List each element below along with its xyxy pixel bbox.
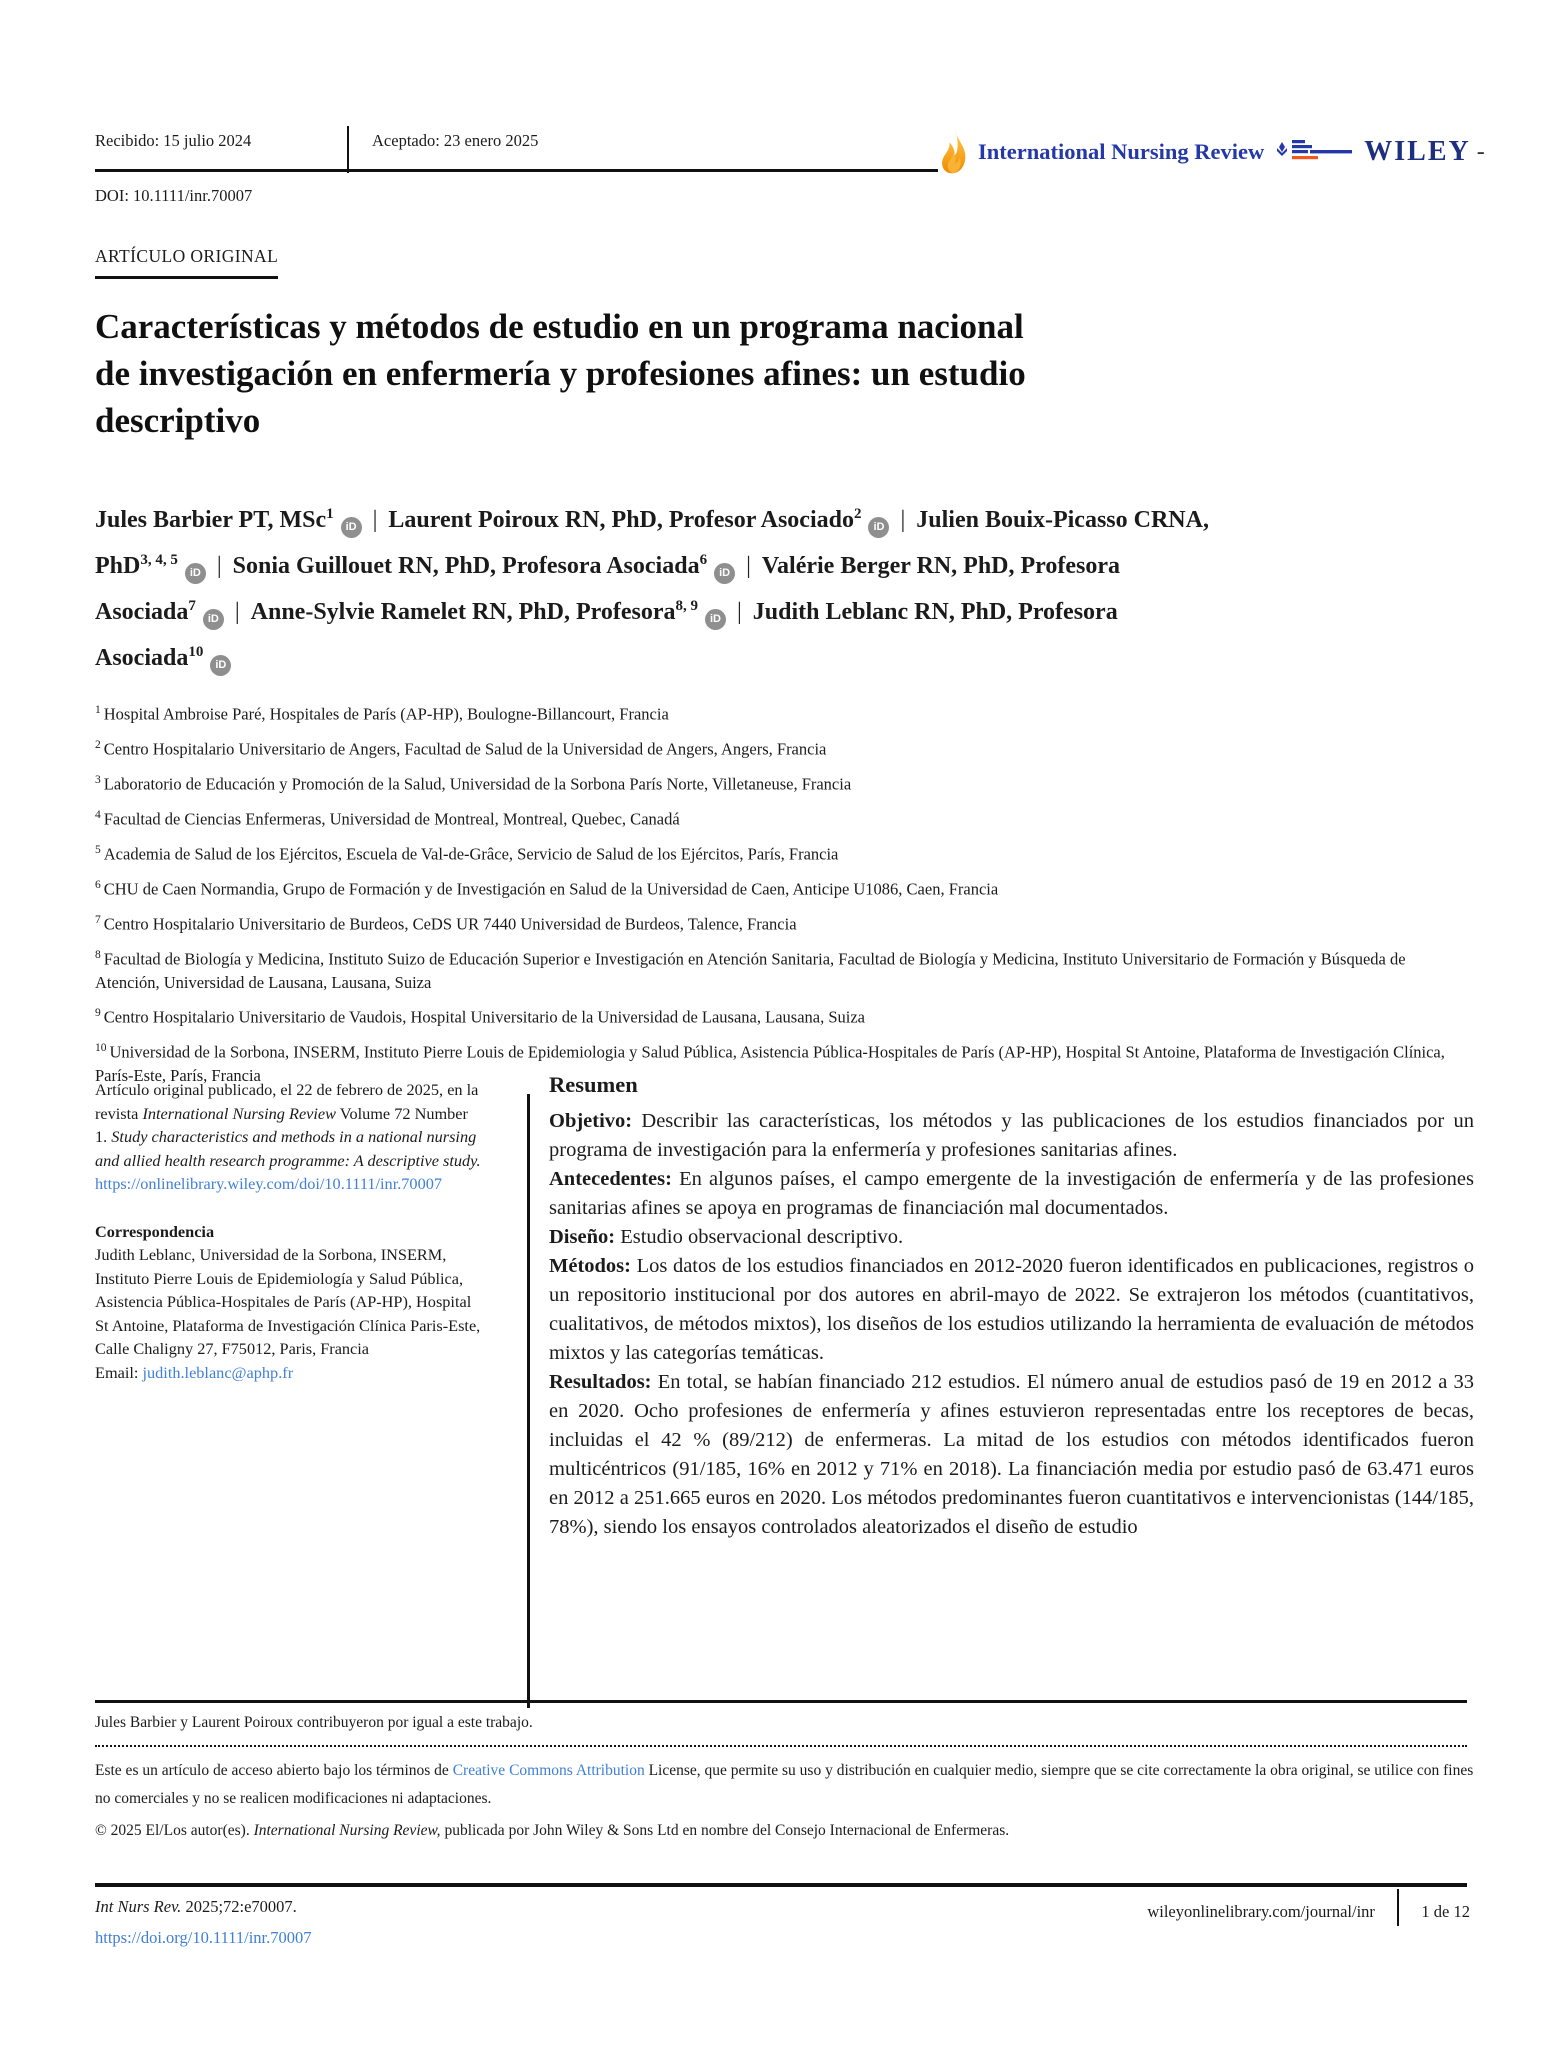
abstract-section-text: Describir las características, los métodos y las publicaciones de los estudios financiados por un programa de investigación para la enfermería y profesiones sanitarias afines. [549,1110,1474,1161]
wiley-dash: - [1476,138,1485,165]
abstract-section-label: Resultados: [549,1371,652,1393]
author-separator: | [234,599,240,625]
affiliation-text: Hospital Ambroise Paré, Hospitales de París (AP-HP), Boulogne-Billancourt, Francia [103,704,669,724]
article-title [95,303,1195,444]
affiliation-number: 3 [95,774,101,786]
affiliation-item [95,804,1473,831]
abstract-divider [527,1094,530,1708]
affiliation-item [95,839,1473,866]
italic-text: Study characteristics and methods in a national nursing and allied health research programme: A descriptive study. [95,1127,481,1170]
affiliation-text: Academia de Salud de los Ejércitos, Escuela de Val-de-Grâce, Servicio de Salud de los Ejércitos, París, Francia [103,844,839,864]
dotted-rule [95,1745,1467,1747]
text-run: © 2025 El/Los autor(es). [95,1822,254,1839]
affiliation-text: CHU de Caen Normandia, Grupo de Formación y de Investigación en Salud de la Universidad de Caen, Anticipe U1086, Caen, Francia [103,879,999,899]
abstract-sections [549,1107,1474,1542]
affiliation-number: 5 [95,844,101,856]
orcid-icon[interactable]: iD [203,609,224,630]
abstract-section-label: Antecedentes: [549,1168,672,1190]
header-divider [347,126,349,173]
author-separator: | [900,507,906,533]
author-affiliation-sup: 3, 4, 5 [140,552,178,568]
wiley-logo: WILEY [1364,136,1471,167]
abstract-section [549,1223,1474,1252]
author-name: Jules Barbier PT, MSc$^1$ [95,506,334,533]
license-block [95,1757,1475,1845]
text-run: Volume 72 Number 1. [95,1103,468,1146]
affiliation-text: Centro Hospitalario Universitario de Angers, Facultad de Salud de la Universidad de Angers, Angers, Francia [103,739,827,759]
author-separator: | [372,507,378,533]
author-name: Anne-Sylvie Ramelet RN, PhD, Profesora$^{8, 9}$ [250,598,698,625]
email-link[interactable]: judith.leblanc@aphp.fr [142,1362,294,1382]
abstract-section [549,1107,1474,1165]
affiliation-text: Centro Hospitalario Universitario de Burdeos, CeDS UR 7440 Universidad de Burdeos, Talence, Francia [103,914,797,934]
abstract-section-text: En total, se habían financiado 212 estudios. El número anual de estudios pasó de 19 en 2012 a 33 en 2020. Ocho profesiones de enfermería y afines estuvieron representadas entre los receptores de becas, incluidas el 42 % (89/212) de enfermeras. La mitad de los estudios con métodos identificados fueron multicéntricos (91/185, 16% en 2012 y 71% en 2018). La financiación media por estudio pasó de 63.471 euros en 2012 a 251.665 euros en 2020. Los métodos predominantes fueron cuantitativos e intervencionistas (144/185, 78%), siendo los ensayos controlados aleatorizados el diseño de estudio [549,1371,1474,1538]
affiliation-number: 10 [95,1042,107,1054]
affiliation-item [95,769,1473,796]
equal-contribution-note: Jules Barbier y Laurent Poiroux contribuyeron por igual a este trabajo. [95,1714,533,1731]
author-name: Laurent Poiroux RN, PhD, Profesor Asociado$^2$ [388,506,862,533]
author-affiliation-sup: 8, 9 [675,598,698,614]
correspondence-heading: Correspondencia [95,1221,215,1241]
accepted-date: Aceptado: 23 enero 2025 [372,131,539,150]
icn-logo-icon [1276,130,1354,174]
journal-title: International Nursing Review [978,139,1265,164]
footer-right [1080,1897,1470,1926]
abstract-section-label: Métodos: [549,1255,631,1277]
copyright-text [95,1817,1475,1845]
affiliation-item [95,944,1473,994]
journal-brand [938,128,1485,176]
affiliation-text: Laboratorio de Educación y Promoción de la Salud, Universidad de la Sorbona París Norte, Villetaneuse, Francia [103,774,852,794]
italic-text: International Nursing Review, [253,1822,441,1839]
orcid-icon[interactable]: iD [185,563,206,584]
footer-page-number: 1 de 12 [1421,1901,1470,1921]
article-title-line: Características y métodos de estudio en un programa nacional [95,307,1024,346]
footer-divider [1397,1889,1400,1926]
affiliation-item [95,734,1473,761]
article-title-line: descriptivo [95,401,261,440]
footnote-rule [95,1700,1467,1703]
abstract-section-text: Estudio observacional descriptivo. [615,1226,904,1248]
italic-text: International Nursing Review [142,1103,337,1123]
affiliation-number: 2 [95,739,101,751]
affiliation-number: 1 [95,704,101,716]
affiliation-number: 7 [95,914,101,926]
orcid-icon[interactable]: iD [210,655,231,676]
abstract-section-text: Los datos de los estudios financiados en 2012-2020 fueron identificados en publicaciones, registros o un repositorio institucional por dos autores en abril-mayo de 2022. Se extrajeron los métodos (cuantitativos, cualitativos, de métodos mixtos), los diseños de los estudios utilizando la herramienta de evaluación de métodos mixtos y las categorías temáticas. [549,1255,1474,1364]
author-affiliation-sup: 2 [853,506,862,522]
author-affiliation-sup: 10 [188,644,204,660]
orcid-icon[interactable]: iD [705,609,726,630]
orcid-icon[interactable]: iD [714,563,735,584]
author-list [95,494,1220,678]
footer-rule [95,1883,1467,1887]
author-name: Julien Bouix-Picasso CRNA, PhD$^{3, 4, 5}$ [95,507,1209,579]
text-run: Artículo original publicado, el 22 de febrero de 2025, en la revista [95,1080,479,1123]
abstract-section [549,1252,1474,1368]
text-run: Este es un artículo de acceso abierto bajo los términos de [95,1762,453,1779]
header-rule [95,169,938,172]
text-run: 2025;72:e70007. [181,1897,297,1916]
affiliation-text: Facultad de Biología y Medicina, Instituto Suizo de Educación Superior e Investigación en Atención Sanitaria, Facultad de Biología y Medicina, Instituto Universitario de Formación y Búsqueda de Atención, Universidad de Lausana, Lausana, Suiza [95,949,1406,992]
author-separator: | [746,553,751,579]
text-run: publicada por John Wiley & Sons Ltd en nombre del Consejo Internacional de Enfermeras. [440,1822,1010,1839]
article-info-sidebar [95,1078,483,1384]
footer-journal-url: wileyonlinelibrary.com/journal/inr [1147,1901,1375,1921]
correspondence-address: Judith Leblanc, Universidad de la Sorbona, INSERM, Instituto Pierre Louis de Epidemiología y Salud Pública, Asistencia Pública-Hospitales de París (AP-HP), Hospital St Antoine, Plataforma de Investigación Clínica Paris-Este, Calle Chaligny 27, F75012, Paris, Francia [95,1245,481,1358]
correspondence-email-line [95,1361,483,1385]
affiliation-text: Centro Hospitalario Universitario de Vaudois, Hospital Universitario de la Universidad de Lausana, Lausana, Suiza [103,1007,865,1027]
text-run: License, que permite su uso y distribución en cualquier medio, siempre que se cite correctamente la obra original, se utilice con fines no comerciales y no se realicen modificaciones ni adaptaciones. [95,1762,1474,1807]
italic-text: Int Nurs Rev. [95,1897,182,1916]
license-text [95,1757,1475,1813]
author-name: Judith Leblanc RN, PhD, Profesora Asociada$^{10}$ [95,599,1118,671]
author-separator: | [736,599,742,625]
affiliation-item [95,874,1473,901]
affiliation-number: 6 [95,879,101,891]
orcid-icon[interactable]: iD [341,517,362,538]
author-separator: | [216,553,222,579]
affiliation-number: 9 [95,1007,101,1019]
affiliation-text: Facultad de Ciencias Enfermeras, Universidad de Montreal, Montreal, Quebec, Canadá [103,809,680,829]
affiliation-number: 8 [95,949,101,961]
abstract-section-text: En algunos países, el campo emergente de la investigación de enfermería y de las profesiones sanitarias afines se apoya en programas de financiación mal documentados. [549,1168,1474,1219]
article-title-line: de investigación en enfermería y profesiones afines: un estudio [95,354,1026,393]
abstract-heading: Resumen [549,1072,638,1097]
orcid-icon[interactable]: iD [868,517,889,538]
doi-text: DOI: 10.1111/inr.70007 [95,186,253,205]
author-affiliation-sup: 1 [326,506,334,522]
affiliation-item [95,1002,1473,1029]
email-label: Email: [95,1362,143,1382]
affiliation-item [95,909,1473,936]
inline-link[interactable]: Creative Commons Attribution [452,1762,645,1779]
footer-doi-link[interactable]: https://doi.org/10.1111/inr.70007 [95,1928,312,1947]
author-name: Sonia Guillouet RN, PhD, Profesora Asociada$^6$ [232,552,708,579]
affiliation-number: 4 [95,809,101,821]
abstract-section [549,1165,1474,1223]
affiliation-item [95,699,1473,726]
article-type-label: ARTÍCULO ORIGINAL [95,246,278,279]
abstract [549,1072,1474,1542]
inline-link[interactable]: https://onlinelibrary.wiley.com/doi/10.1111/inr.70007 [95,1174,442,1193]
publication-note [95,1078,483,1196]
author-affiliation-sup: 6 [699,552,708,568]
author-affiliation-sup: 7 [188,598,196,614]
author-name: Valérie Berger RN, PhD, Profesora Asociada$^7$ [95,553,1121,625]
abstract-section-label: Diseño: [549,1226,616,1248]
received-date: Recibido: 15 julio 2024 [95,131,252,150]
abstract-section-label: Objetivo: [549,1110,633,1132]
affiliation-list [95,699,1473,1095]
footer-citation [95,1897,297,1917]
affiliation-text: Universidad de la Sorbona, INSERM, Instituto Pierre Louis de Epidemiologia y Salud Pública, Asistencia Pública-Hospitales de París (AP-HP), Hospital St Antoine, Plataforma de Investigación Clínica, París-Este, París, Francia [95,1042,1445,1085]
abstract-section [549,1368,1474,1542]
flame-icon [938,128,970,176]
